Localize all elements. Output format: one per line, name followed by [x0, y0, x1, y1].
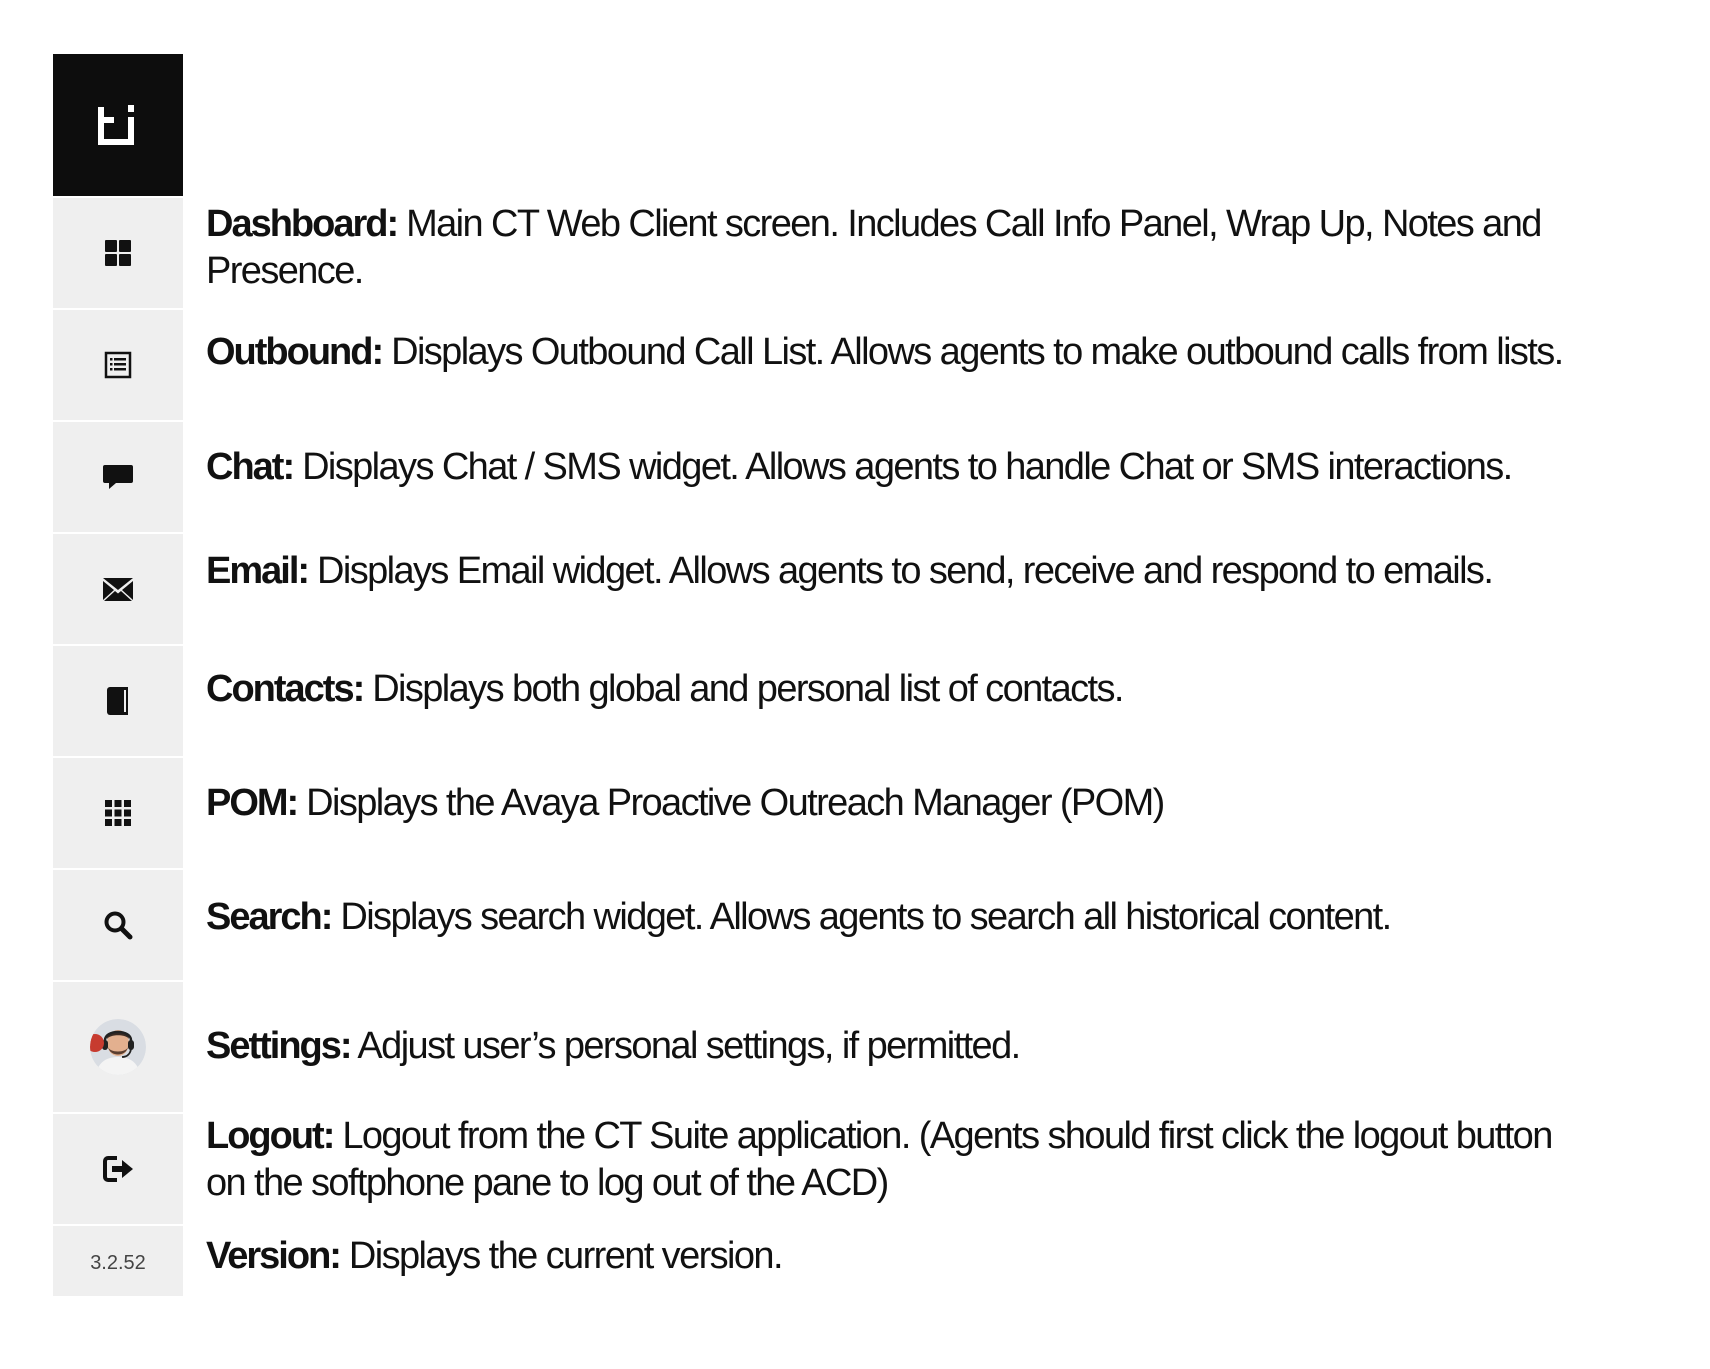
- description-text: Displays Email widget. Allows agents to send, receive and respond to emails.: [308, 550, 1493, 592]
- description-text: Displays the Avaya Proactive Outreach Manager (POM): [297, 782, 1164, 824]
- description-contacts: [206, 666, 1123, 713]
- app-logo[interactable]: [53, 54, 183, 196]
- sidebar: [53, 54, 183, 1296]
- address-book-icon: [104, 685, 132, 717]
- user-avatar-icon: [90, 1019, 146, 1075]
- description-text: Adjust user’s personal settings, if permitted.: [350, 1025, 1020, 1067]
- description-dashboard: [206, 201, 1541, 295]
- sidebar-item-email[interactable]: [53, 532, 183, 644]
- description-text: Displays Chat / SMS widget. Allows agents to handle Chat or SMS interactions.: [293, 446, 1512, 488]
- dashboard-grid-icon: [103, 238, 133, 268]
- term-label: Dashboard:: [206, 203, 398, 245]
- description-chat: [206, 444, 1512, 491]
- logout-icon: [101, 1154, 135, 1184]
- description-text-continued: on the softphone pane to log out of the ACD): [206, 1162, 888, 1204]
- envelope-icon: [102, 576, 134, 602]
- description-search: [206, 894, 1391, 941]
- sidebar-item-outbound[interactable]: [53, 308, 183, 420]
- term-label: POM:: [206, 782, 298, 824]
- description-pom: [206, 780, 1164, 827]
- apps-grid-icon: [103, 798, 133, 828]
- description-version: [206, 1233, 782, 1280]
- term-label: Contacts:: [206, 668, 364, 710]
- sidebar-item-dashboard[interactable]: [53, 196, 183, 308]
- description-text: Displays both global and personal list of contacts.: [363, 668, 1123, 710]
- term-label: Email:: [206, 550, 309, 592]
- description-text: Logout from the CT Suite application. (Agents should first click the logout button: [333, 1115, 1552, 1157]
- sidebar-item-search[interactable]: [53, 868, 183, 980]
- description-logout: [206, 1113, 1552, 1207]
- description-settings: [206, 1023, 1020, 1070]
- search-icon: [102, 909, 134, 941]
- term-label: Settings:: [206, 1025, 351, 1067]
- term-label: Outbound:: [206, 331, 383, 373]
- description-text: Displays search widget. Allows agents to search all historical content.: [331, 896, 1391, 938]
- description-text: Displays the current version.: [339, 1235, 782, 1277]
- sidebar-item-version: [53, 1224, 183, 1296]
- description-outbound: [206, 329, 1563, 376]
- sidebar-item-pom[interactable]: [53, 756, 183, 868]
- description-email: [206, 548, 1492, 595]
- term-label: Chat:: [206, 446, 294, 488]
- term-label: Version:: [206, 1235, 340, 1277]
- chat-bubble-icon: [102, 462, 134, 492]
- sidebar-item-chat[interactable]: [53, 420, 183, 532]
- description-text-continued: Presence.: [206, 250, 363, 292]
- version-label: 3.2.52: [90, 1252, 146, 1274]
- term-label: Search:: [206, 896, 332, 938]
- list-icon: [103, 350, 133, 380]
- sidebar-item-contacts[interactable]: [53, 644, 183, 756]
- term-label: Logout:: [206, 1115, 334, 1157]
- description-text: Displays Outbound Call List. Allows agents to make outbound calls from lists.: [382, 331, 1563, 373]
- sidebar-item-settings[interactable]: [53, 980, 183, 1112]
- sidebar-item-logout[interactable]: [53, 1112, 183, 1224]
- ti-logo-icon: [94, 99, 142, 151]
- description-text: Main CT Web Client screen. Includes Call Info Panel, Wrap Up, Notes and: [397, 203, 1541, 245]
